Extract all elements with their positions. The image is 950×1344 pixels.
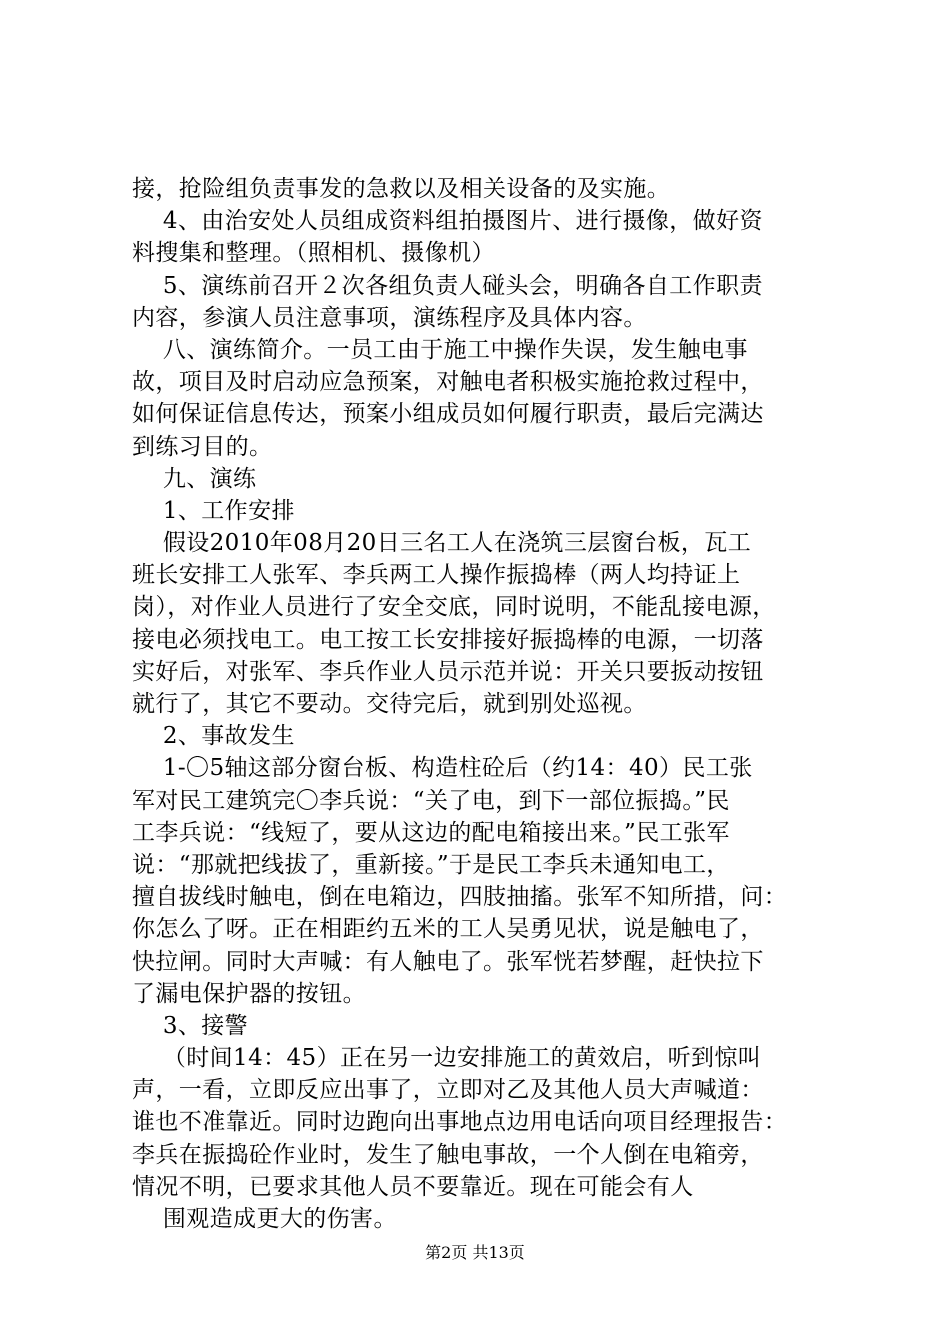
text-line: 了漏电保护器的按钮。 — [132, 980, 366, 1007]
text-line: 你怎么了呀。正在相距约五米的工人吴勇见状，说是触电了， — [132, 916, 764, 943]
text-line: 内容，参演人员注意事项，演练程序及具体内容。 — [132, 304, 647, 331]
document-body — [132, 173, 832, 1235]
text-line: 李兵在振捣砼作业时，发生了触电事故，一个人倒在电箱旁， — [132, 1141, 764, 1168]
text-line: 情况不明，已要求其他人员不要靠近。现在可能会有人 — [132, 1173, 694, 1200]
text-line: 军对民工建筑完〇李兵说：“关了电，到下一部位振捣。”民 — [132, 787, 730, 814]
text-line: 声，一看，立即反应出事了，立即对乙及其他人员大声喊道： — [132, 1077, 764, 1104]
text-line: 实好后，对张军、李兵作业人员示范并说：开关只要扳动按钮 — [132, 658, 764, 685]
text-line: 岗），对作业人员进行了安全交底，同时说明，不能乱接电源， — [132, 594, 776, 621]
text-line: 4、由治安处人员组成资料组拍摄图片、进行摄像，做好资 — [132, 208, 763, 235]
text-line: 就行了，其它不要动。交待完后，就到别处巡视。 — [132, 691, 647, 717]
subsection-heading: 3、接警 — [132, 1012, 249, 1039]
text-line: 接电必须找电工。电工按工长安排接好振捣棒的电源，一切落 — [132, 626, 764, 653]
section-heading: 九、演练 — [132, 465, 257, 492]
subsection-heading: 1、工作安排 — [132, 497, 295, 524]
text-line: 料搜集和整理。（照相机、摄像机） — [132, 240, 495, 267]
text-line: 班长安排工人张军、李兵两工人操作振捣棒（两人均持证上 — [132, 562, 741, 589]
text-line: 围观造成更大的伤害。 — [132, 1206, 397, 1232]
text-line: 如何保证信息传达，预案小组成员如何履行职责，最后完满达 — [132, 401, 764, 428]
text-line: 工李兵说：“线短了，要从这边的配电箱接出来。”民工张军 — [132, 819, 730, 846]
text-line: 到练习目的。 — [132, 433, 273, 460]
text-line: 接，抢险组负责事发的急救以及相关设备的及实施。 — [132, 176, 671, 202]
text-line: （时间14：45）正在另一边安排施工的黄效启，听到惊叫 — [132, 1045, 762, 1072]
text-line: 假设2010年08月20日三名工人在浇筑三层窗台板，瓦工 — [132, 530, 752, 557]
text-line: 快拉闸。同时大声喊：有人触电了。张军恍若梦醒，赶快拉下 — [132, 948, 764, 975]
text-line: 擅自拔线时触电，倒在电箱边，四肢抽搐。张军不知所措，问： — [132, 884, 788, 911]
text-line: 八、演练简介。一员工由于施工中操作失误，发生触电事 — [132, 336, 748, 363]
text-line: 说：“那就把线拔了，重新接。”于是民工李兵未通知电工， — [132, 851, 730, 878]
text-line: 1-〇5轴这部分窗台板、构造柱砼后（约14：40）民工张 — [132, 755, 753, 782]
subsection-heading: 2、事故发生 — [132, 723, 295, 750]
text-line: 5、演练前召开２次各组负责人碰头会，明确各自工作职责 — [132, 272, 763, 299]
page-number-footer: 第2页 共13页 — [425, 1243, 525, 1262]
text-line: 谁也不准靠近。同时边跑向出事地点边用电话向项目经理报告： — [132, 1109, 788, 1136]
text-line: 故，项目及时启动应急预案，对触电者积极实施抢救过程中， — [132, 369, 764, 396]
